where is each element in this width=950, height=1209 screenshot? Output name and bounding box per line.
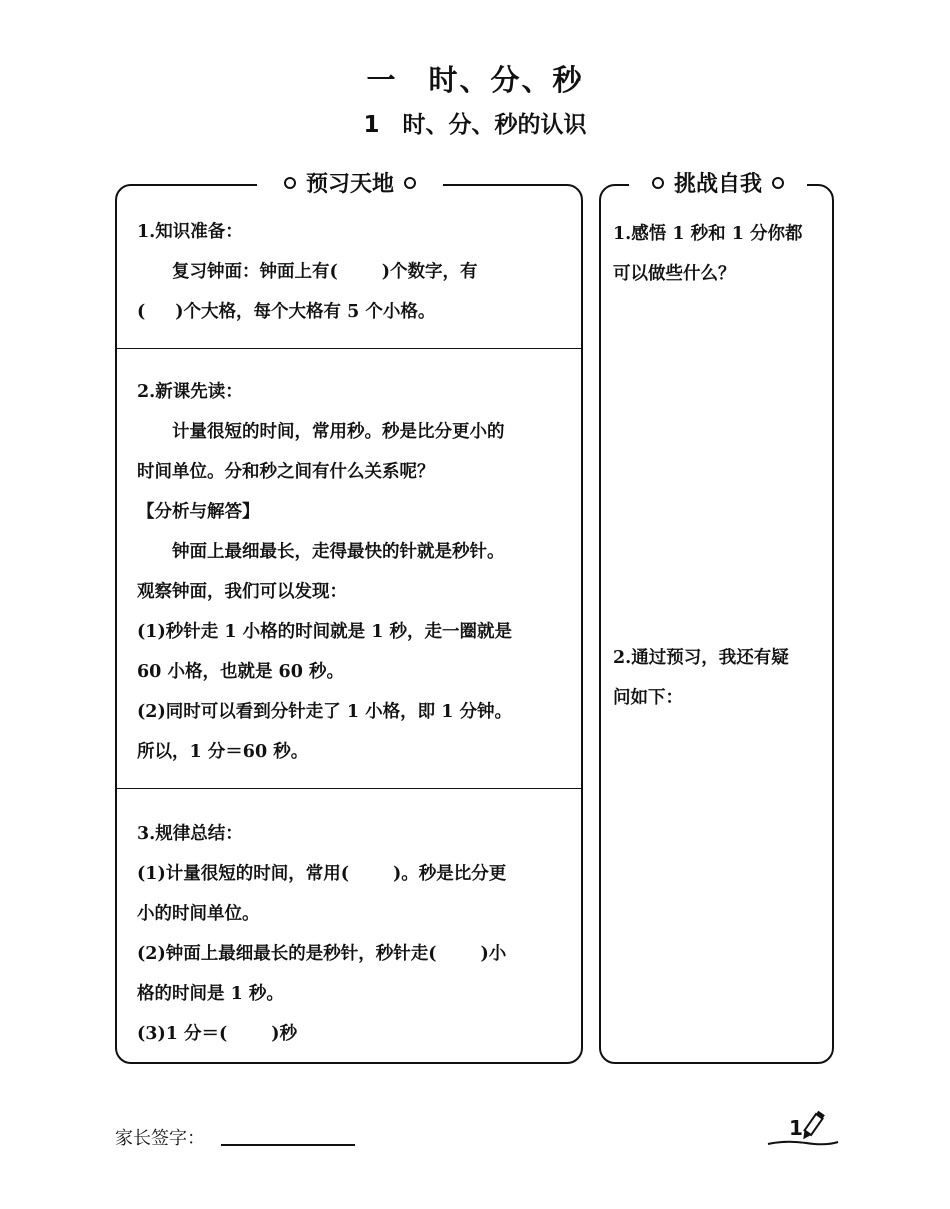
challenge-q2-line1: 2.通过预习，我还有疑	[613, 648, 789, 668]
section1-heading: 1.知识准备：	[137, 222, 243, 242]
analysis-label: 【分析与解答】	[137, 502, 260, 522]
section1-line2	[137, 292, 567, 332]
section3-line2: 小的时间单位。	[137, 904, 260, 924]
preview-panel	[115, 172, 583, 1064]
section1-line1-b: )个数字，有	[381, 262, 478, 282]
chapter-title: 一 时、分、秒	[366, 63, 584, 97]
section3-line1	[137, 854, 567, 894]
section-divider	[117, 788, 581, 789]
ring-right-icon	[772, 177, 784, 189]
section-rule-summary	[137, 814, 567, 1054]
page-number: 1	[789, 1116, 803, 1140]
lesson-title: 1 时、分、秒的认识	[363, 112, 587, 138]
section2-line1: 计量很短的时间，常用秒。秒是比分更小的	[172, 422, 505, 442]
section1-line2-a: (	[137, 302, 146, 322]
preview-panel-title	[257, 166, 443, 204]
section2-line2: 时间单位。分和秒之间有什么关系呢？	[137, 462, 435, 482]
challenge-q2-line2: 问如下：	[613, 688, 683, 708]
challenge-title-text: 挑战自我	[673, 172, 762, 197]
section3-line5-a: (3)1 分＝(	[137, 1024, 228, 1044]
challenge-question-2	[613, 638, 826, 718]
section3-line1-b: )。秒是比分更	[393, 864, 507, 884]
section1-line1	[137, 252, 567, 292]
section1-line1-a: 复习钟面：钟面上有(	[172, 262, 338, 282]
challenge-q1-line1: 1.感悟 1 秒和 1 分你都	[613, 224, 803, 244]
section2-line5: (1)秒针走 1 小格的时间就是 1 秒，走一圈就是	[137, 622, 512, 642]
section2-line6: 60 小格，也就是 60 秒。	[137, 662, 344, 682]
section-new-lesson	[137, 372, 567, 772]
challenge-panel	[599, 172, 834, 1064]
parent-signature-line[interactable]	[221, 1144, 355, 1146]
section3-line3	[137, 934, 567, 974]
section2-line7: (2)同时可以看到分针走了 1 小格，即 1 分钟。	[137, 702, 512, 722]
ring-left-icon	[284, 177, 296, 189]
section2-line8: 所以，1 分＝60 秒。	[137, 742, 309, 762]
section-divider	[117, 348, 581, 349]
parent-signature-label: 家长签字：	[115, 1128, 205, 1149]
challenge-q1-line2: 可以做些什么？	[613, 264, 736, 284]
section3-line3-b: )小	[480, 944, 507, 964]
pencil-icon	[766, 1110, 840, 1150]
challenge-question-1	[613, 214, 826, 294]
section-knowledge-prep	[137, 212, 567, 332]
section2-line3: 钟面上最细最长，走得最快的针就是秒针。	[172, 542, 505, 562]
section3-line5-b: )秒	[271, 1024, 298, 1044]
section2-line4: 观察钟面，我们可以发现：	[137, 582, 347, 602]
section3-line3-a: (2)钟面上最细最长的是秒针，秒针走(	[137, 944, 437, 964]
section2-heading: 2.新课先读：	[137, 382, 243, 402]
section3-line4: 格的时间是 1 秒。	[137, 984, 284, 1004]
ring-left-icon	[652, 177, 664, 189]
section1-line2-b: )个大格，每个大格有 5 个小格。	[175, 302, 436, 322]
preview-title-text: 预习天地	[305, 172, 394, 197]
challenge-panel-title	[629, 166, 807, 204]
section3-heading: 3.规律总结：	[137, 824, 243, 844]
ring-right-icon	[404, 177, 416, 189]
section3-line1-a: (1)计量很短的时间，常用(	[137, 864, 350, 884]
section3-line5	[137, 1014, 567, 1054]
